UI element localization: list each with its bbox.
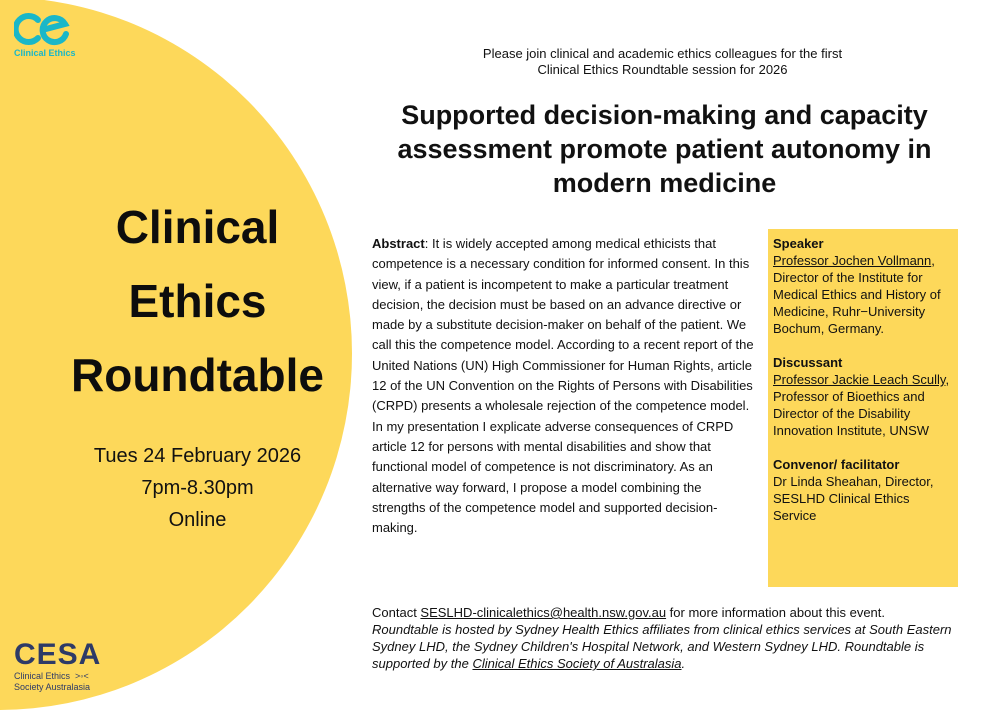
cesa-sub-line2: Society Australasia — [14, 682, 91, 692]
cesa-wordmark: CESA — [14, 638, 102, 671]
event-title — [40, 190, 355, 412]
clinical-ethics-logo — [14, 12, 84, 58]
discussant-info — [773, 371, 953, 439]
title-line-1: Clinical — [115, 201, 280, 253]
society-link[interactable]: Clinical Ethics Society of Australasia — [472, 656, 682, 671]
contact-prefix: Contact — [372, 605, 421, 620]
event-date: Tues 24 February 2026 — [93, 445, 302, 467]
discussant-detail: , Professor of Bioethics and Director of the Disability Innovation Institute, UNSW — [773, 372, 950, 438]
discussant-label: Discussant — [773, 355, 843, 370]
cesa-mark-icon: >◦< — [72, 671, 89, 681]
intro-line-1: Please join clinical and academic ethics colleagues for the first — [482, 46, 843, 61]
convenor-label: Convenor/ facilitator — [773, 457, 900, 472]
contact-email-link[interactable]: SESLHD-clinicalethics@health.nsw.gov.au — [420, 605, 667, 620]
abstract-para-1 — [372, 234, 756, 417]
ce-logo-icon — [14, 12, 70, 46]
abstract-para-2: In my presentation I explicate adverse consequences of CRPD article 12 for persons with mental disabilities and show that functional model of competence is not discriminatory. As an alternative way forward, I propose a model combining the strengths of the competence model and supported decision-making. — [372, 418, 734, 536]
event-datetime — [40, 440, 355, 536]
hosted-text: Roundtable is hosted by Sydney Health Ethics affiliates from clinical ethics services at South Eastern Sydney LHD, the Sydney Children's Hospital Network, and Western Sydney LHD. Roundtable is supported by the — [372, 622, 952, 671]
speaker-box — [768, 229, 958, 587]
event-time: 7pm-8.30pm — [141, 477, 254, 499]
speaker-detail: , Director of the Institute for Medical Ethics and History of Medicine, Ruhr−University Bochum, Germany. — [773, 253, 941, 336]
intro-text — [420, 46, 905, 78]
contact-section — [372, 604, 962, 672]
speaker-info — [773, 252, 953, 337]
cesa-sub-line1: Clinical Ethics — [14, 671, 71, 681]
cesa-logo — [14, 640, 124, 693]
hosted-end: . — [681, 656, 686, 671]
speaker-label: Speaker — [773, 236, 824, 251]
title-line-2: Ethics — [128, 275, 267, 327]
abstract-label: Abstract — [372, 236, 425, 251]
cesa-subtitle — [14, 671, 124, 693]
convenor-detail: Dr Linda Sheahan, Director, SESLHD Clinical Ethics Service — [773, 474, 934, 523]
event-mode: Online — [168, 509, 227, 531]
abstract — [372, 234, 756, 538]
abstract-text-1: : It is widely accepted among medical ethicists that competence is a necessary condition for informed consent. In this view, if a patient is incompetent to make a particular treatment decision, the decision must be based on an advance directive or made by a substitute decision-maker on behalf of the patient. We call this the competence model. According to a recent report of the United Nations (UN) High Commissioner for Human Rights, article 12 of the UN Convention on the Rights of Persons with Disabilities (CRPD) presents a wholesale rejection of the competence model. — [372, 236, 754, 414]
contact-suffix: for more information about this event. — [666, 605, 886, 620]
title-line-3: Roundtable — [71, 349, 324, 401]
hosted-note — [372, 621, 962, 672]
speaker-name-link[interactable]: Professor Jochen Vollmann — [773, 253, 932, 268]
intro-line-2: Clinical Ethics Roundtable session for 2026 — [537, 62, 788, 77]
contact-line — [372, 604, 962, 621]
discussant-name-link[interactable]: Professor Jackie Leach Scully — [773, 372, 946, 387]
session-headline: Supported decision-making and capacity assessment promote patient autonomy in modern medicine — [397, 100, 932, 198]
logo-caption: Clinical Ethics — [14, 48, 76, 58]
